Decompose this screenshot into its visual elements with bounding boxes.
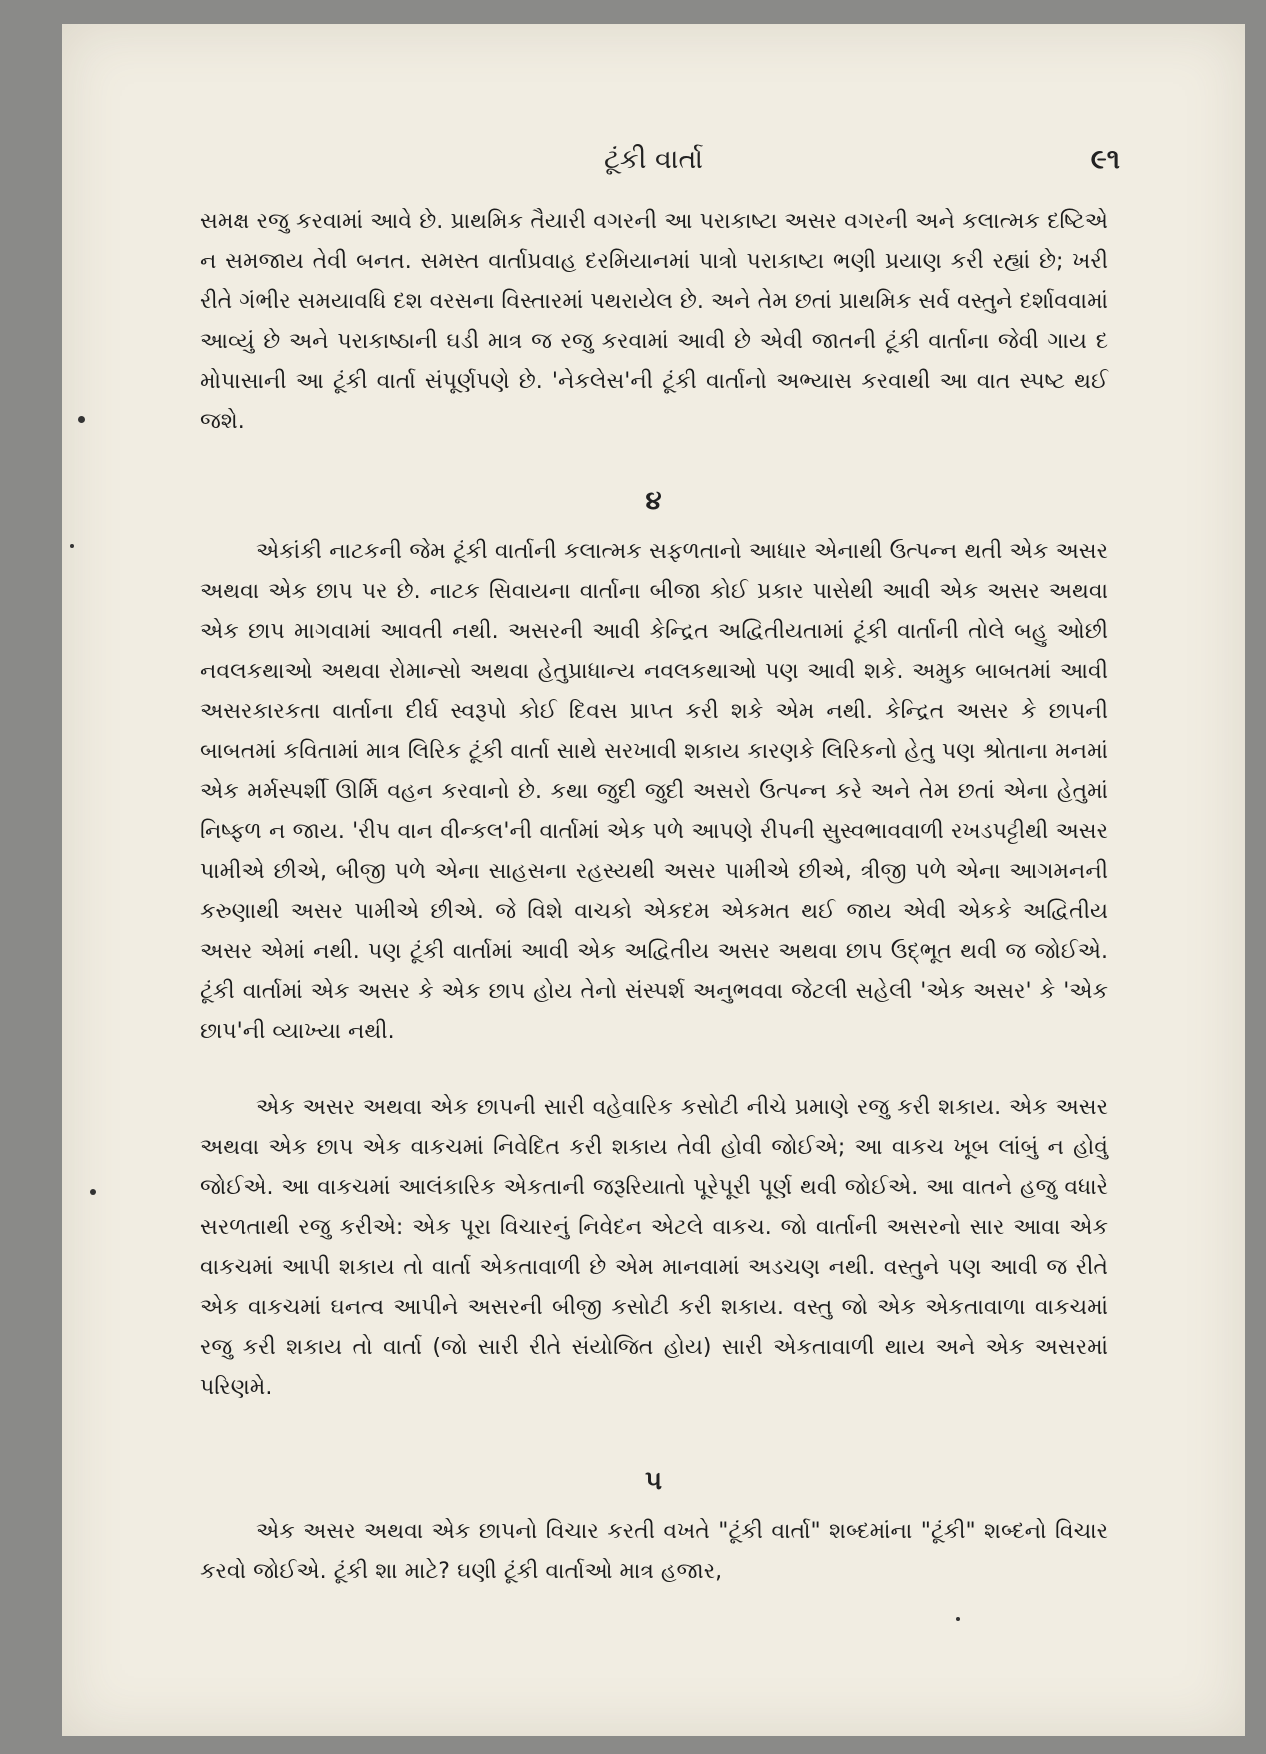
ink-speck [956,1617,960,1621]
ink-speck [78,416,85,423]
section-4-body [200,532,1108,1052]
section-number-4: ૪ [645,486,662,516]
page-number: ૯૧ [1090,144,1120,175]
ink-speck [70,544,74,548]
paragraph-continuation [200,202,1108,442]
section-number-5: ૫ [644,1466,663,1496]
paragraph-4: એક અસર અથવા એક છાપનો વિચાર કરતી વખતે "ટૂંકી વાર્તા" શબ્દમાંના "ટૂંકી" શબ્દનો વિચાર કરવો જોઈએ. ટૂંકી શા માટે? ઘણી ટૂંકી વાર્તાઓ માત્ર હજાર, [200,1519,1108,1584]
paragraph-3: એક અસર અથવા એક છાપની સારી વહેવારિક કસોટી નીચે પ્રમાણે રજુ કરી શકાય. એક અસર અથવા એક છાપ એક વાકચમાં નિવેદિત કરી શકાય તેવી હોવી જોઈએ; આ વાકચ ખૂબ લાંબું ન હોવું જોઈએ. આ વાકચમાં આલંકારિક એકતાની જરૂરિયાતો પૂરેપૂરી પૂર્ણ થવી જોઈએ. આ વાતને હજુ વધારે સરળતાથી રજુ કરીએ: એક પૂરા વિચારનું નિવેદન એટલે વાકચ. જો વાર્તાની અસરનો સાર આવા એક વાકચમાં આપી શકાય તો વાર્તા એકતાવાળી છે એમ માનવામાં અડચણ નથી. વસ્તુને પણ આવી જ રીતે એક વાકચમાં ઘનત્વ આપીને અસરની બીજી કસોટી કરી શકાય. વસ્તુ જો એક એકતાવાળા વાકચમાં રજુ કરી શકાય તો વાર્તા (જો સારી રીતે સંયોજિત હોય) સારી એકતાવાળી થાય અને એક અસરમાં પરિણમે. [200,1095,1108,1400]
running-title: ટૂંકી વાર્તા [603,144,704,175]
ink-speck [90,1189,96,1195]
paragraph-1: સમક્ષ રજુ કરવામાં આવે છે. પ્રાથમિક તૈયારી વગરની આ પરાકાષ્ટા અસર વગરની અને કલાત્મક દષ્ટિએ ન સમજાય તેવી બનત. સમસ્ત વાર્તાપ્રવાહ દરમિયાનમાં પાત્રો પરાકાષ્ટા ભણી પ્રયાણ કરી રહ્યાં છે; ખરી રીતે ગંભીર સમયાવધિ દશ વરસના વિસ્તારમાં પથરાયેલ છે. અને તેમ છતાં પ્રાથમિક સર્વ વસ્તુને દર્શાવવામાં આવ્યું છે અને પરાકાષ્ઠાની ઘડી માત્ર જ રજુ કરવામાં આવી છે એવી જાતની ટૂંકી વાર્તાના જેવી ગાય દ મોપાસાની આ ટૂંકી વાર્તા સંપૂર્ણપણે છે. 'નેકલેસ'ની ટૂંકી વાર્તાનો અભ્યાસ કરવાથી આ વાત સ્પષ્ટ થઈ જશે. [200,209,1108,434]
section-5-body [200,1512,1108,1592]
book-page [62,24,1245,1736]
page-header [62,144,1245,194]
paragraph-2: એકાંકી નાટકની જેમ ટૂંકી વાર્તાની કલાત્મક સફળતાનો આધાર એનાથી ઉત્પન્ન થતી એક અસર અથવા એક છાપ પર છે. નાટક સિવાયના વાર્તાના બીજા કોઈ પ્રકાર પાસેથી આવી એક અસર અથવા એક છાપ માગવામાં આવતી નથી. અસરની આવી કેન્દ્રિત અદ્વિતીયતામાં ટૂંકી વાર્તાની તોલે બહુ ઓછી નવલકથાઓ અથવા રોમાન્સો અથવા હેતુપ્રાધાન્ય નવલકથાઓ પણ આવી શકે. અમુક બાબતમાં આવી અસરકારકતા વાર્તાના દીર્ઘ સ્વરૂપો કોઈ દિવસ પ્રાપ્ત કરી શકે એમ નથી. કેન્દ્રિત અસર કે છાપની બાબતમાં કવિતામાં માત્ર લિરિક ટૂંકી વાર્તા સાથે સરખાવી શકાય કારણકે લિરિકનો હેતુ પણ શ્રોતાના મનમાં એક મર્મસ્પર્શી ઊર્મિ વહન કરવાનો છે. કથા જુદી જુદી અસરો ઉત્પન્ન કરે અને તેમ છતાં એના હેતુમાં નિષ્ફળ ન જાય. 'રીપ વાન વીન્કલ'ની વાર્તામાં એક પળે આપણે રીપની સુસ્વભાવવાળી રખડપટ્ટીથી અસર પામીએ છીએ, બીજી પળે એના સાહસના રહસ્યથી અસર પામીએ છીએ, ત્રીજી પળે એના આગમનની કરુણાથી અસર પામીએ છીએ. જે વિશે વાચકો એકદમ એકમત થઈ જાય એવી એકકે અદ્વિતીય અસર એમાં નથી. પણ ટૂંકી વાર્તામાં આવી એક અદ્વિતીય અસર અથવા છાપ ઉદ્ભૂત થવી જ જોઈએ. ટૂંકી વાર્તામાં એક અસર કે એક છાપ હોય તેનો સંસ્પર્શ અનુભવવા જેટલી સહેલી 'એક અસર' કે 'એક છાપ'ની વ્યાખ્યા નથી. [200,539,1108,1044]
section-4-body-continued [200,1088,1108,1408]
